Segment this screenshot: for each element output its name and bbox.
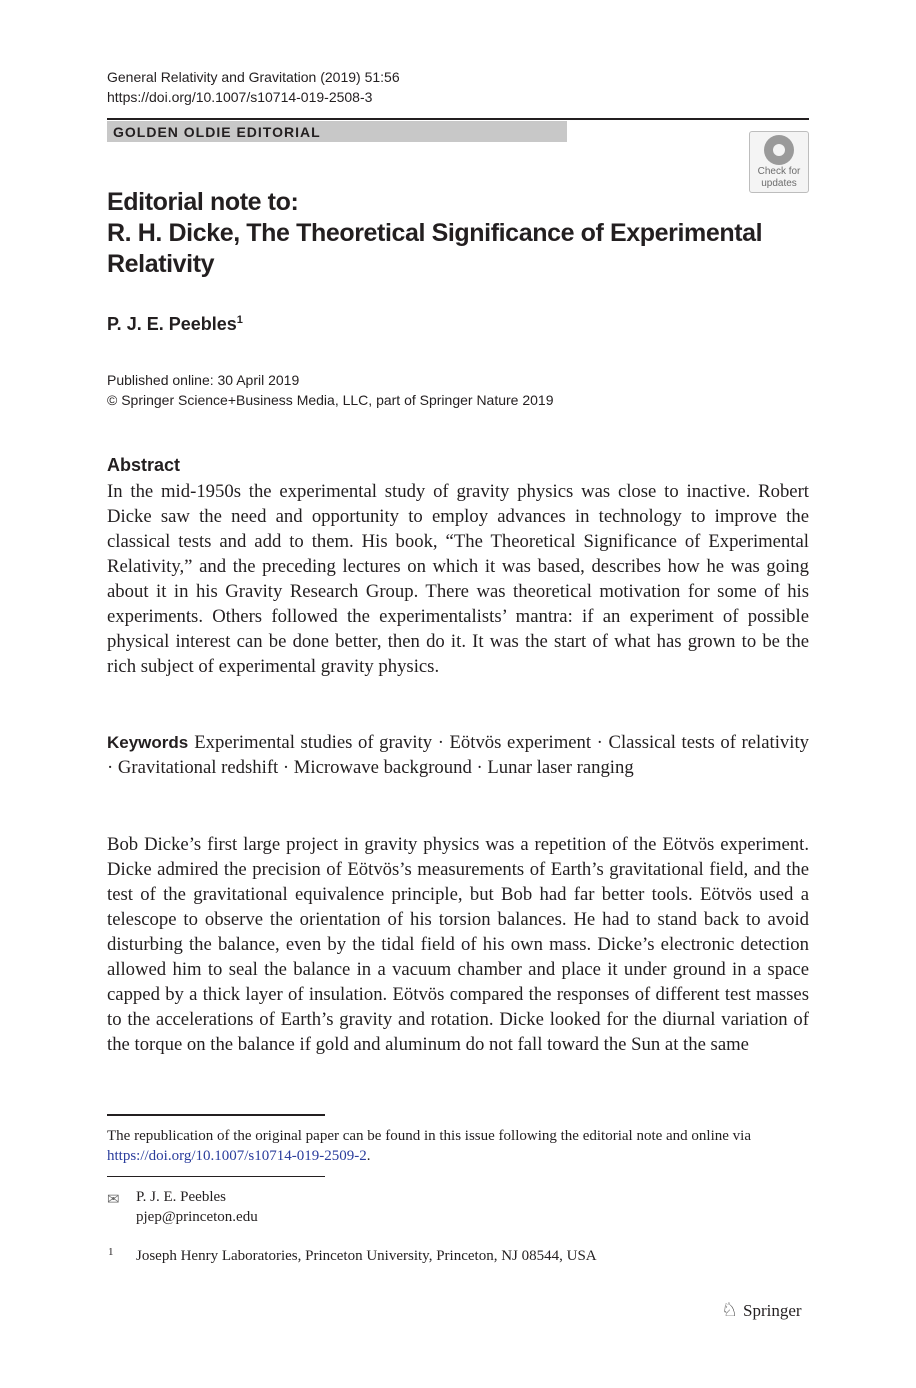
title-line-3: Relativity xyxy=(107,250,215,278)
envelope-icon: ✉ xyxy=(107,1191,120,1208)
keywords-block xyxy=(107,730,809,780)
copyright-notice: © Springer Science+Business Media, LLC, part of Springer Nature 2019 xyxy=(107,392,554,408)
check-for-updates-badge[interactable] xyxy=(749,131,809,193)
article-title xyxy=(107,187,787,280)
title-line-2: R. H. Dicke, The Theoretical Significance of Experimental xyxy=(107,219,763,247)
springer-horse-icon: ♘ xyxy=(721,1300,739,1321)
footnote-text: The republication of the original paper can be found in this issue following the editorial note and online via xyxy=(107,1128,751,1144)
journal-citation: General Relativity and Gravitation (2019) 51:56 xyxy=(107,69,400,85)
header-rule xyxy=(107,118,809,120)
author-name: P. J. E. Peebles xyxy=(107,314,237,334)
footnote-doi-link[interactable]: https://doi.org/10.1007/s10714-019-2509-2 xyxy=(107,1148,367,1164)
title-line-1: Editorial note to: xyxy=(107,188,299,216)
affiliation-number: 1 xyxy=(108,1246,114,1258)
author-line xyxy=(107,314,243,335)
badge-line-1: Check for xyxy=(757,166,801,177)
correspondence-block xyxy=(136,1187,258,1227)
badge-line-2: updates xyxy=(761,178,797,189)
author-affiliation-mark: 1 xyxy=(236,314,243,326)
footnote-rule xyxy=(107,1114,325,1116)
keywords-label: Keywords xyxy=(107,733,189,752)
doi-text[interactable]: https://doi.org/10.1007/s10714-019-2508-3 xyxy=(107,89,373,105)
journal-header xyxy=(107,67,400,107)
body-paragraph: Bob Dicke’s first large project in gravity physics was a repetition of the Eötvös experiment. Dicke admired the precision of Eötvös’s measurements of Earth’s gravitational field, and the test of the gravitational equivalence principle, but Bob had far better tools. Eötvös used a telescope to observe the orientation of his torsion balances. He had to stand back to avoid disturbing the balance, even by the tidal field of his own mass. Dicke’s electronic detection allowed him to seal the balance in a vacuum chamber and place it under ground in a space capped by a thick layer of insulation. Eötvös compared the responses of different test masses to the accelerations of Earth’s gravity and rotation. Dicke looked for the diurnal variation of the torque on the balance if gold and aluminum do not fall toward the Sun at the same xyxy=(107,834,809,1055)
publisher-logo xyxy=(721,1299,802,1322)
abstract-text: In the mid-1950s the experimental study of gravity physics was close to inactive. Robert Dicke saw the need and opportunity to employ advances in technology to improve the classical tests and add to them. His book, “The Theoretical Significance of Experimental Relativity,” and the preceding lectures on which it was based, describes how he was going about it in his Gravity Research Group. There was theoretical motivation for some of his experiments. Others followed the experimentalists’ mantra: if an experiment of possible physical interest can be done better, then do it. It was the start of what has grown to be the rich subject of experimental gravity physics. xyxy=(107,481,809,677)
abstract-heading: Abstract xyxy=(107,455,181,475)
contact-name: P. J. E. Peebles xyxy=(136,1189,226,1205)
republication-footnote xyxy=(107,1126,809,1166)
publication-info xyxy=(107,370,554,410)
publisher-name: Springer xyxy=(743,1301,802,1320)
update-check-icon xyxy=(764,135,794,165)
contact-email[interactable]: pjep@princeton.edu xyxy=(136,1209,258,1225)
affiliation-text: Joseph Henry Laboratories, Princeton University, Princeton, NJ 08544, USA xyxy=(136,1248,597,1264)
published-date: Published online: 30 April 2019 xyxy=(107,372,300,388)
keywords-text: Experimental studies of gravity · Eötvös experiment · Classical tests of relativity · Gravitational redshift · Microwave background · Lunar laser ranging xyxy=(107,732,809,778)
footnote-divider xyxy=(107,1176,325,1177)
footnote-link-suffix: . xyxy=(366,1148,371,1164)
section-label: GOLDEN OLDIE EDITORIAL xyxy=(113,124,321,140)
